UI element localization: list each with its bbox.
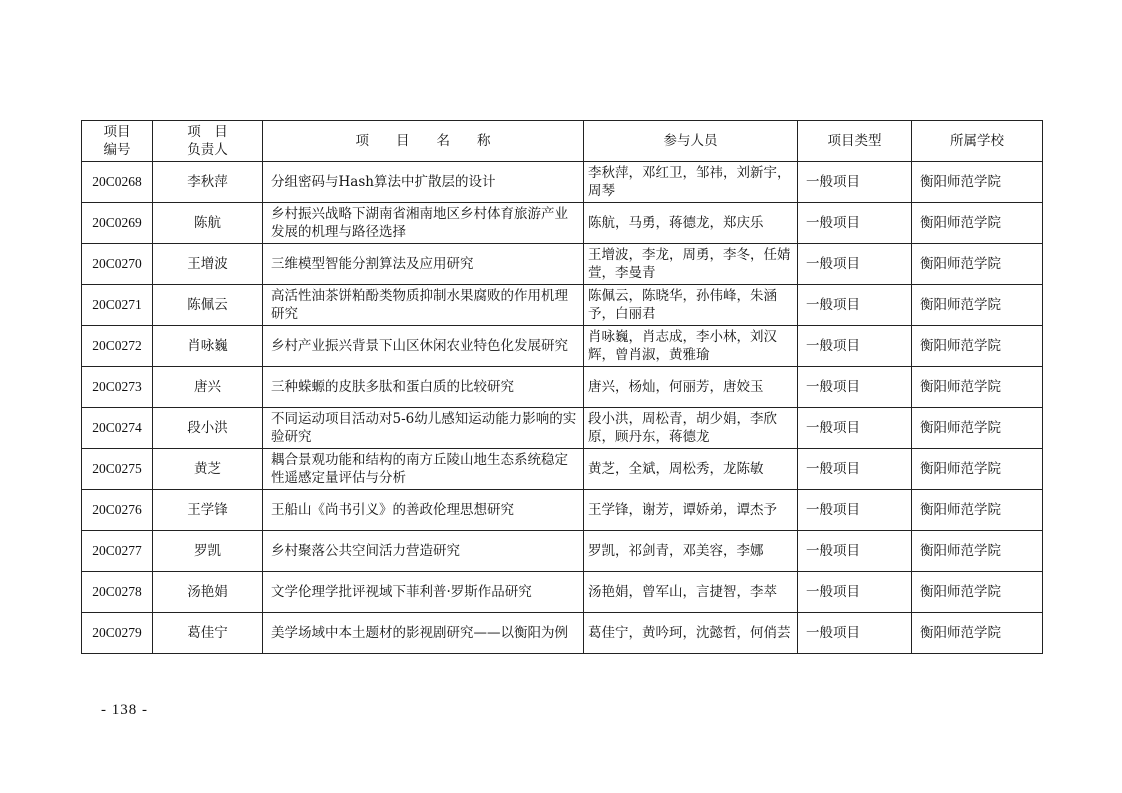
cell-project-code: 20C0277 bbox=[82, 531, 153, 572]
cell-project-type: 一般项目 bbox=[798, 572, 912, 613]
header-lead-line1: 项 目 bbox=[187, 124, 228, 140]
cell-project-code: 20C0272 bbox=[82, 326, 153, 367]
cell-project-code: 20C0271 bbox=[82, 285, 153, 326]
cell-school: 衡阳师范学院 bbox=[912, 490, 1043, 531]
cell-project-code: 20C0276 bbox=[82, 490, 153, 531]
header-participants: 参与人员 bbox=[584, 121, 798, 162]
cell-project-lead: 黄芝 bbox=[153, 449, 263, 490]
cell-participants: 汤艳娟，曾军山，言捷智，李萃 bbox=[584, 572, 798, 613]
table-row bbox=[82, 244, 1043, 285]
cell-participants: 王增波，李龙，周勇，李冬，任婧萱，李曼青 bbox=[584, 244, 798, 285]
cell-project-lead: 唐兴 bbox=[153, 367, 263, 408]
cell-project-lead: 汤艳娟 bbox=[153, 572, 263, 613]
cell-project-type: 一般项目 bbox=[798, 449, 912, 490]
cell-school: 衡阳师范学院 bbox=[912, 408, 1043, 449]
cell-participants: 王学锋，谢芳，谭娇弟，谭杰予 bbox=[584, 490, 798, 531]
cell-project-lead: 段小洪 bbox=[153, 408, 263, 449]
cell-project-type: 一般项目 bbox=[798, 326, 912, 367]
cell-project-name: 美学场域中本土题材的影视剧研究——以衡阳为例 bbox=[263, 613, 584, 654]
cell-project-type: 一般项目 bbox=[798, 285, 912, 326]
cell-project-lead: 葛佳宁 bbox=[153, 613, 263, 654]
cell-project-type: 一般项目 bbox=[798, 613, 912, 654]
cell-project-type: 一般项目 bbox=[798, 490, 912, 531]
cell-school: 衡阳师范学院 bbox=[912, 285, 1043, 326]
cell-project-lead: 李秋萍 bbox=[153, 162, 263, 203]
cell-project-name: 乡村振兴战略下湖南省湘南地区乡村体育旅游产业发展的机理与路径选择 bbox=[263, 203, 584, 244]
cell-participants: 段小洪，周松青，胡少娟，李欣原，顾丹东，蒋德龙 bbox=[584, 408, 798, 449]
cell-project-type: 一般项目 bbox=[798, 367, 912, 408]
cell-school: 衡阳师范学院 bbox=[912, 326, 1043, 367]
cell-project-name: 三维模型智能分割算法及应用研究 bbox=[263, 244, 584, 285]
cell-school: 衡阳师范学院 bbox=[912, 244, 1043, 285]
cell-school: 衡阳师范学院 bbox=[912, 449, 1043, 490]
cell-project-type: 一般项目 bbox=[798, 244, 912, 285]
cell-project-name: 王船山《尚书引义》的善政伦理思想研究 bbox=[263, 490, 584, 531]
cell-participants: 李秋萍，邓红卫，邹祎，刘新宇，周琴 bbox=[584, 162, 798, 203]
cell-project-code: 20C0274 bbox=[82, 408, 153, 449]
header-project-name: 项 目 名 称 bbox=[263, 121, 584, 162]
cell-project-code: 20C0278 bbox=[82, 572, 153, 613]
cell-participants: 葛佳宁，黄吟珂，沈懿哲，何俏芸 bbox=[584, 613, 798, 654]
table-row bbox=[82, 285, 1043, 326]
cell-project-lead: 罗凯 bbox=[153, 531, 263, 572]
cell-project-name: 三种蝾螈的皮肤多肽和蛋白质的比较研究 bbox=[263, 367, 584, 408]
table-row bbox=[82, 203, 1043, 244]
cell-project-code: 20C0268 bbox=[82, 162, 153, 203]
cell-participants: 黄芝，全斌，周松秀，龙陈敏 bbox=[584, 449, 798, 490]
header-project-type: 项目类型 bbox=[798, 121, 912, 162]
cell-participants: 罗凯，祁剑青，邓美容，李娜 bbox=[584, 531, 798, 572]
cell-participants: 陈航，马勇，蒋德龙，郑庆乐 bbox=[584, 203, 798, 244]
cell-school: 衡阳师范学院 bbox=[912, 531, 1043, 572]
cell-project-code: 20C0270 bbox=[82, 244, 153, 285]
cell-project-name: 耦合景观功能和结构的南方丘陵山地生态系统稳定性遥感定量评估与分析 bbox=[263, 449, 584, 490]
cell-project-lead: 陈佩云 bbox=[153, 285, 263, 326]
cell-project-lead: 肖咏巍 bbox=[153, 326, 263, 367]
cell-project-name: 乡村聚落公共空间活力营造研究 bbox=[263, 531, 584, 572]
cell-school: 衡阳师范学院 bbox=[912, 572, 1043, 613]
cell-project-name: 不同运动项目活动对5-6幼儿感知运动能力影响的实验研究 bbox=[263, 408, 584, 449]
cell-project-lead: 陈航 bbox=[153, 203, 263, 244]
header-code-line1: 项目 bbox=[103, 124, 131, 140]
table-row bbox=[82, 162, 1043, 203]
table-row bbox=[82, 367, 1043, 408]
cell-school: 衡阳师范学院 bbox=[912, 613, 1043, 654]
table-row bbox=[82, 572, 1043, 613]
header-project-lead bbox=[153, 121, 263, 162]
cell-school: 衡阳师范学院 bbox=[912, 203, 1043, 244]
cell-project-code: 20C0269 bbox=[82, 203, 153, 244]
table-row bbox=[82, 408, 1043, 449]
table-row bbox=[82, 449, 1043, 490]
cell-project-lead: 王增波 bbox=[153, 244, 263, 285]
page-number: - 138 - bbox=[101, 702, 148, 718]
cell-school: 衡阳师范学院 bbox=[912, 367, 1043, 408]
header-lead-line2: 负责人 bbox=[187, 142, 228, 158]
cell-project-type: 一般项目 bbox=[798, 531, 912, 572]
project-table bbox=[81, 120, 1043, 654]
cell-project-name: 文学伦理学批评视域下菲利普·罗斯作品研究 bbox=[263, 572, 584, 613]
cell-school: 衡阳师范学院 bbox=[912, 162, 1043, 203]
cell-participants: 唐兴，杨灿，何丽芳，唐姣玉 bbox=[584, 367, 798, 408]
cell-project-code: 20C0279 bbox=[82, 613, 153, 654]
table-header-row bbox=[82, 121, 1043, 162]
cell-project-name: 分组密码与Hash算法中扩散层的设计 bbox=[263, 162, 584, 203]
cell-project-type: 一般项目 bbox=[798, 162, 912, 203]
cell-participants: 陈佩云，陈晓华，孙伟峰，朱涵予，白丽君 bbox=[584, 285, 798, 326]
table-body bbox=[82, 162, 1043, 654]
cell-project-code: 20C0273 bbox=[82, 367, 153, 408]
header-school: 所属学校 bbox=[912, 121, 1043, 162]
cell-participants: 肖咏巍，肖志成，李小林，刘汉辉，曾肖淑，黄雅瑜 bbox=[584, 326, 798, 367]
cell-project-type: 一般项目 bbox=[798, 408, 912, 449]
cell-project-name: 高活性油茶饼粕酚类物质抑制水果腐败的作用机理研究 bbox=[263, 285, 584, 326]
table-row bbox=[82, 326, 1043, 367]
cell-project-name: 乡村产业振兴背景下山区休闲农业特色化发展研究 bbox=[263, 326, 584, 367]
cell-project-type: 一般项目 bbox=[798, 203, 912, 244]
table-row bbox=[82, 490, 1043, 531]
header-code-line2: 编号 bbox=[103, 142, 131, 158]
table-row bbox=[82, 531, 1043, 572]
cell-project-lead: 王学锋 bbox=[153, 490, 263, 531]
cell-project-code: 20C0275 bbox=[82, 449, 153, 490]
header-project-code bbox=[82, 121, 153, 162]
table-row bbox=[82, 613, 1043, 654]
